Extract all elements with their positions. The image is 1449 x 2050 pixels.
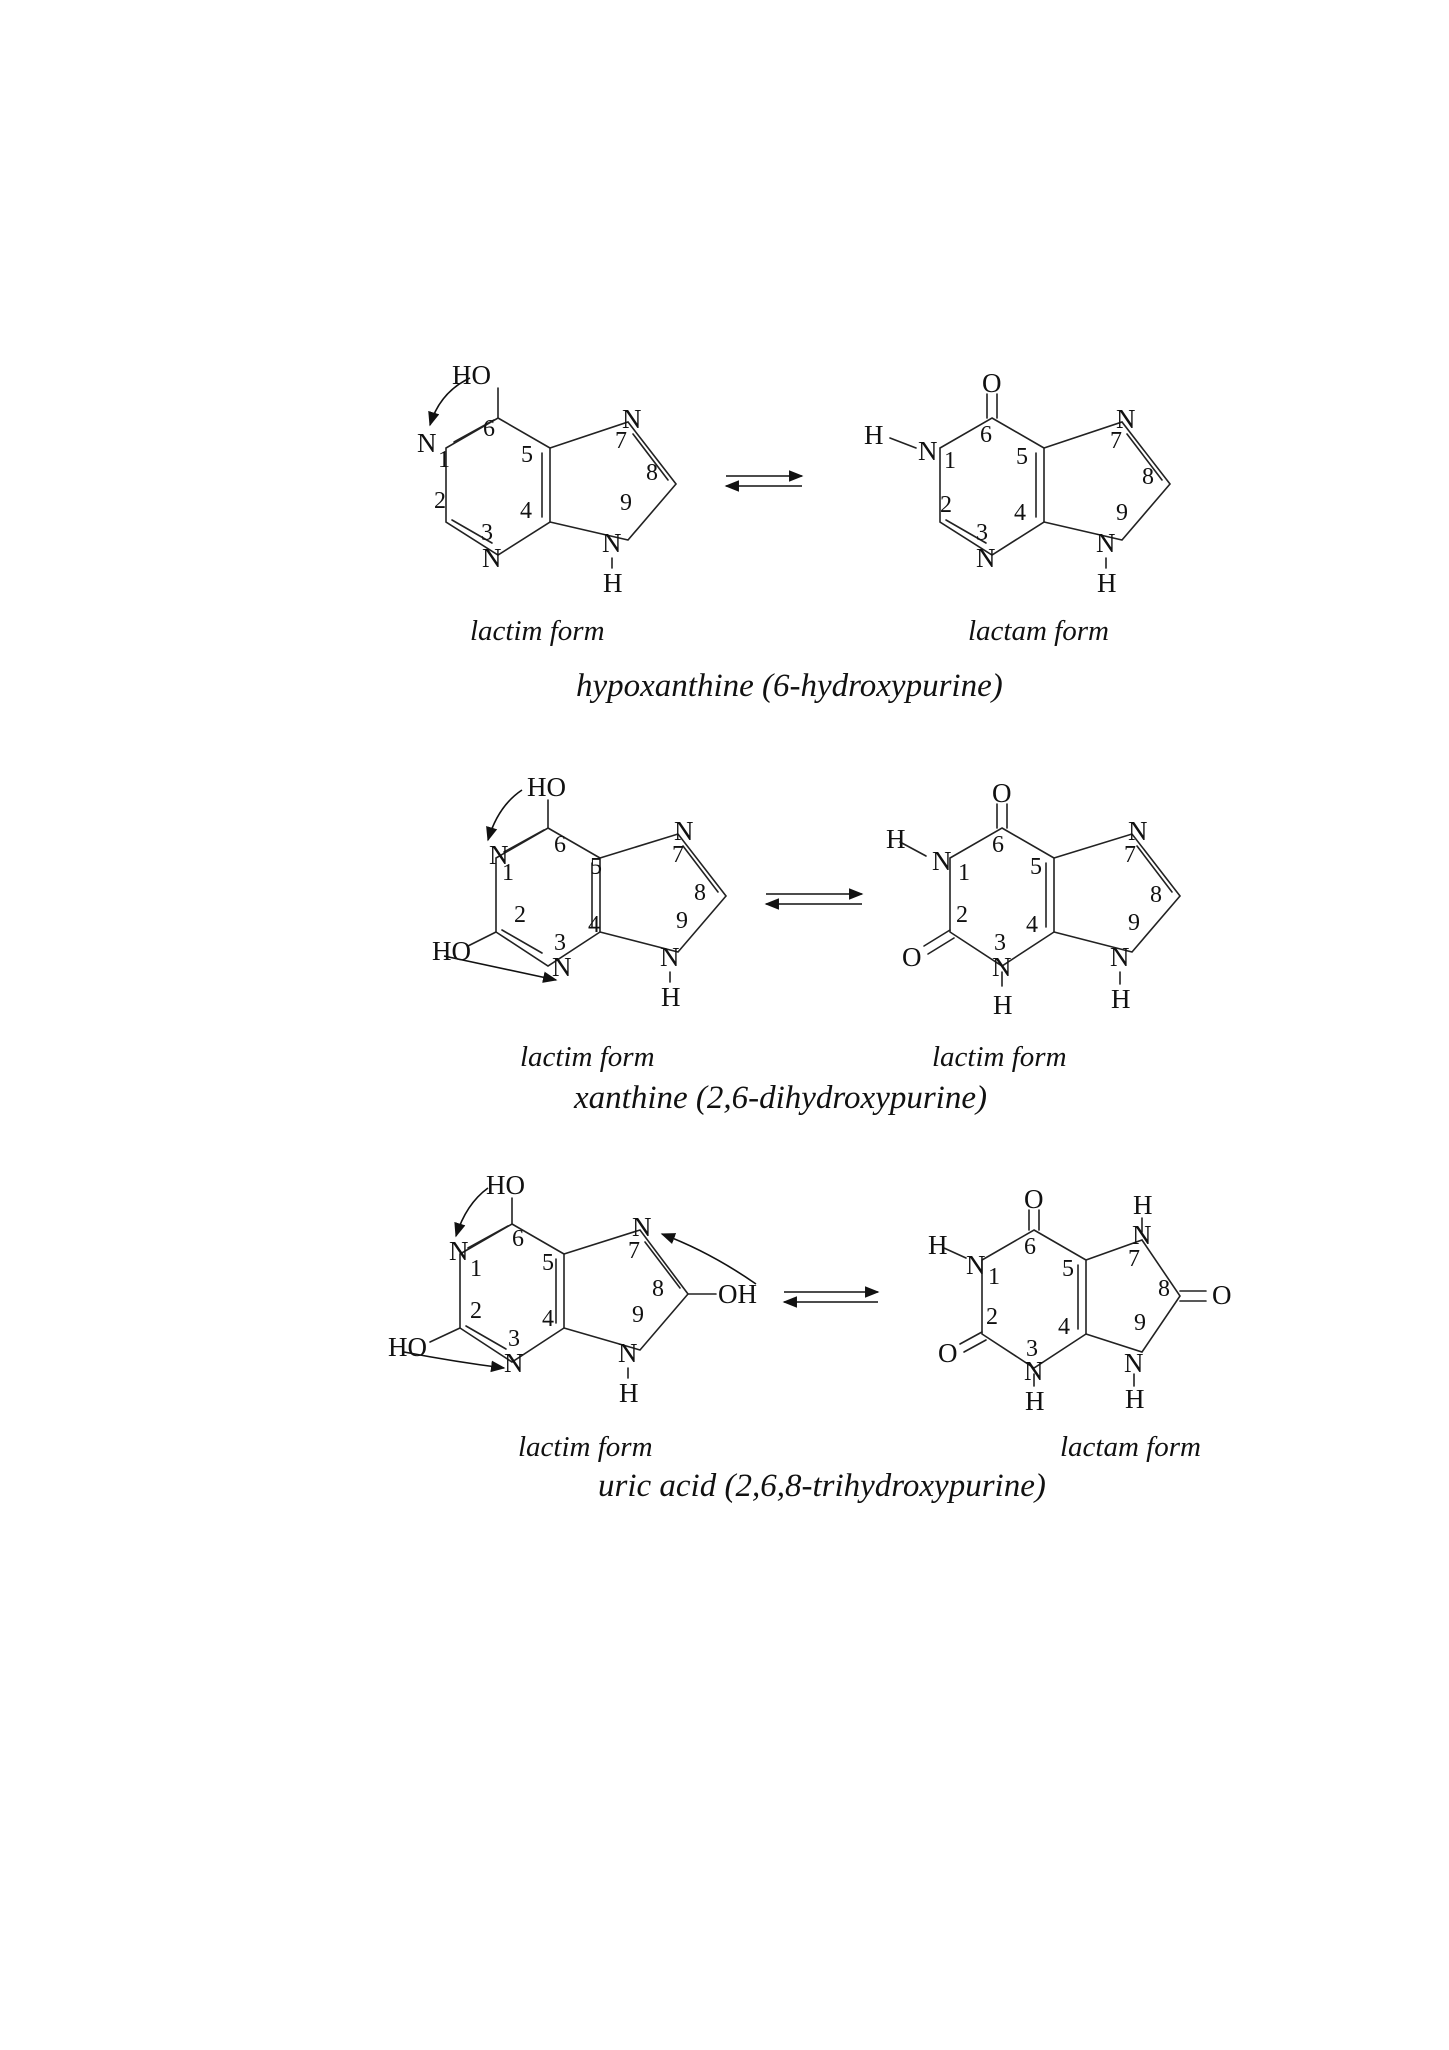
locant-5: 5 <box>521 442 533 468</box>
locant-5: 5 <box>542 1250 554 1276</box>
n3-atom: N <box>976 543 996 573</box>
oh8-label: OH <box>718 1279 757 1309</box>
locant-8: 8 <box>1150 882 1162 908</box>
xanthine-right-structure <box>886 778 1180 1020</box>
n9-atom: N <box>660 942 680 972</box>
uric-acid-lactam-structure <box>928 1184 1232 1416</box>
locant-7: 7 <box>1110 428 1122 454</box>
locant-6: 6 <box>980 422 992 448</box>
h1-atom: H <box>864 420 884 450</box>
locant-1: 1 <box>438 447 450 473</box>
n9-atom: N <box>1110 942 1130 972</box>
locant-8: 8 <box>1142 464 1154 490</box>
locant-7: 7 <box>1128 1246 1140 1272</box>
locant-2: 2 <box>956 902 968 928</box>
locant-2: 2 <box>470 1298 482 1324</box>
n9-atom: N <box>618 1338 638 1368</box>
locant-8: 8 <box>694 880 706 906</box>
h9-atom: H <box>1111 984 1131 1014</box>
h3-atom: H <box>1025 1386 1045 1416</box>
n3-atom: N <box>992 952 1012 982</box>
locant-9: 9 <box>676 908 688 934</box>
o6-atom: O <box>982 368 1002 398</box>
ho6-label: HO <box>486 1170 525 1200</box>
h9-atom: H <box>603 568 623 598</box>
n7-atom: N <box>1132 1220 1152 1250</box>
n1-atom: N <box>932 846 952 876</box>
o2-atom: O <box>938 1338 958 1368</box>
locant-1: 1 <box>944 448 956 474</box>
locant-8: 8 <box>652 1276 664 1302</box>
h9-atom: H <box>1125 1384 1145 1414</box>
h9-atom: H <box>1097 568 1117 598</box>
n7-atom: N <box>674 816 694 846</box>
uric-acid-left-form-label: lactim form <box>518 1431 653 1463</box>
o6-atom: O <box>992 778 1012 808</box>
h9-atom: H <box>619 1378 639 1408</box>
o2-atom: O <box>902 942 922 972</box>
hypoxanthine-lactim-structure <box>417 360 676 598</box>
n9-atom: N <box>602 528 622 558</box>
n1-atom: N <box>489 840 509 870</box>
xanthine-right-form-label: lactim form <box>932 1041 1067 1073</box>
locant-3: 3 <box>481 520 493 546</box>
locant-1: 1 <box>958 860 970 886</box>
equilibrium-arrows-3 <box>784 1292 878 1302</box>
n1-atom: N <box>449 1236 469 1266</box>
locant-3: 3 <box>554 930 566 956</box>
locant-9: 9 <box>1134 1310 1146 1336</box>
locant-1: 1 <box>502 860 514 886</box>
equilibrium-arrows-2 <box>766 894 862 904</box>
ho2-label: HO <box>388 1332 427 1362</box>
n7-atom: N <box>1116 404 1136 434</box>
n7-atom: N <box>622 404 642 434</box>
locant-6: 6 <box>1024 1234 1036 1260</box>
h1-atom: H <box>886 824 906 854</box>
o8-atom: O <box>1212 1280 1232 1310</box>
locant-2: 2 <box>434 488 446 514</box>
locant-6: 6 <box>992 832 1004 858</box>
locant-9: 9 <box>1116 500 1128 526</box>
locant-6: 6 <box>512 1226 524 1252</box>
equilibrium-arrows-1 <box>726 476 802 486</box>
xanthine-caption: xanthine (2,6-dihydroxypurine) <box>574 1080 987 1116</box>
locant-4: 4 <box>1058 1314 1070 1340</box>
locant-3: 3 <box>1026 1336 1038 1362</box>
locant-6: 6 <box>483 416 495 442</box>
uric-acid-lactim-structure <box>388 1170 757 1408</box>
ho2-label: HO <box>432 936 471 966</box>
n7-atom: N <box>632 1212 652 1242</box>
locant-8: 8 <box>646 460 658 486</box>
locant-2: 2 <box>940 492 952 518</box>
xanthine-lactim-structure <box>432 772 726 1012</box>
h9-atom: H <box>661 982 681 1012</box>
locant-5: 5 <box>590 854 602 880</box>
locant-4: 4 <box>1026 912 1038 938</box>
h1-atom: H <box>928 1230 948 1260</box>
locant-5: 5 <box>1030 854 1042 880</box>
locant-3: 3 <box>994 930 1006 956</box>
h3-atom: H <box>993 990 1013 1020</box>
uric-acid-caption: uric acid (2,6,8-trihydroxypurine) <box>598 1468 1046 1504</box>
n3-atom: N <box>482 543 502 573</box>
ho-label: HO <box>452 360 491 390</box>
xanthine-left-form-label: lactim form <box>520 1041 655 1073</box>
hypoxanthine-caption: hypoxanthine (6-hydroxypurine) <box>576 668 1003 704</box>
locant-7: 7 <box>628 1238 640 1264</box>
locant-8: 8 <box>1158 1276 1170 1302</box>
locant-4: 4 <box>542 1306 554 1332</box>
locant-4: 4 <box>1014 500 1026 526</box>
locant-4: 4 <box>588 912 600 938</box>
locant-2: 2 <box>986 1304 998 1330</box>
locant-3: 3 <box>976 520 988 546</box>
hypoxanthine-left-form-label: lactim form <box>470 615 605 647</box>
locant-9: 9 <box>620 490 632 516</box>
locant-5: 5 <box>1016 444 1028 470</box>
hypoxanthine-right-form-label: lactam form <box>968 615 1109 647</box>
locant-1: 1 <box>988 1264 1000 1290</box>
locant-5: 5 <box>1062 1256 1074 1282</box>
o6-atom: O <box>1024 1184 1044 1214</box>
uric-acid-right-form-label: lactam form <box>1060 1431 1201 1463</box>
hypoxanthine-lactam-structure <box>864 368 1170 598</box>
locant-9: 9 <box>1128 910 1140 936</box>
n7-atom: N <box>1128 816 1148 846</box>
locant-7: 7 <box>1124 842 1136 868</box>
n9-atom: N <box>1124 1348 1144 1378</box>
locant-3: 3 <box>508 1326 520 1352</box>
n1-atom: N <box>966 1250 986 1280</box>
n1-atom: N <box>417 428 437 458</box>
n9-atom: N <box>1096 528 1116 558</box>
locant-6: 6 <box>554 832 566 858</box>
locant-2: 2 <box>514 902 526 928</box>
n3-atom: N <box>552 952 572 982</box>
locant-4: 4 <box>520 498 532 524</box>
n3-atom: N <box>1024 1356 1044 1386</box>
n3-atom: N <box>504 1348 524 1378</box>
h7-atom: H <box>1133 1190 1153 1220</box>
locant-7: 7 <box>672 842 684 868</box>
ho6-label: HO <box>527 772 566 802</box>
locant-9: 9 <box>632 1302 644 1328</box>
locant-1: 1 <box>470 1256 482 1282</box>
locant-7: 7 <box>615 428 627 454</box>
n1-atom: N <box>918 436 938 466</box>
